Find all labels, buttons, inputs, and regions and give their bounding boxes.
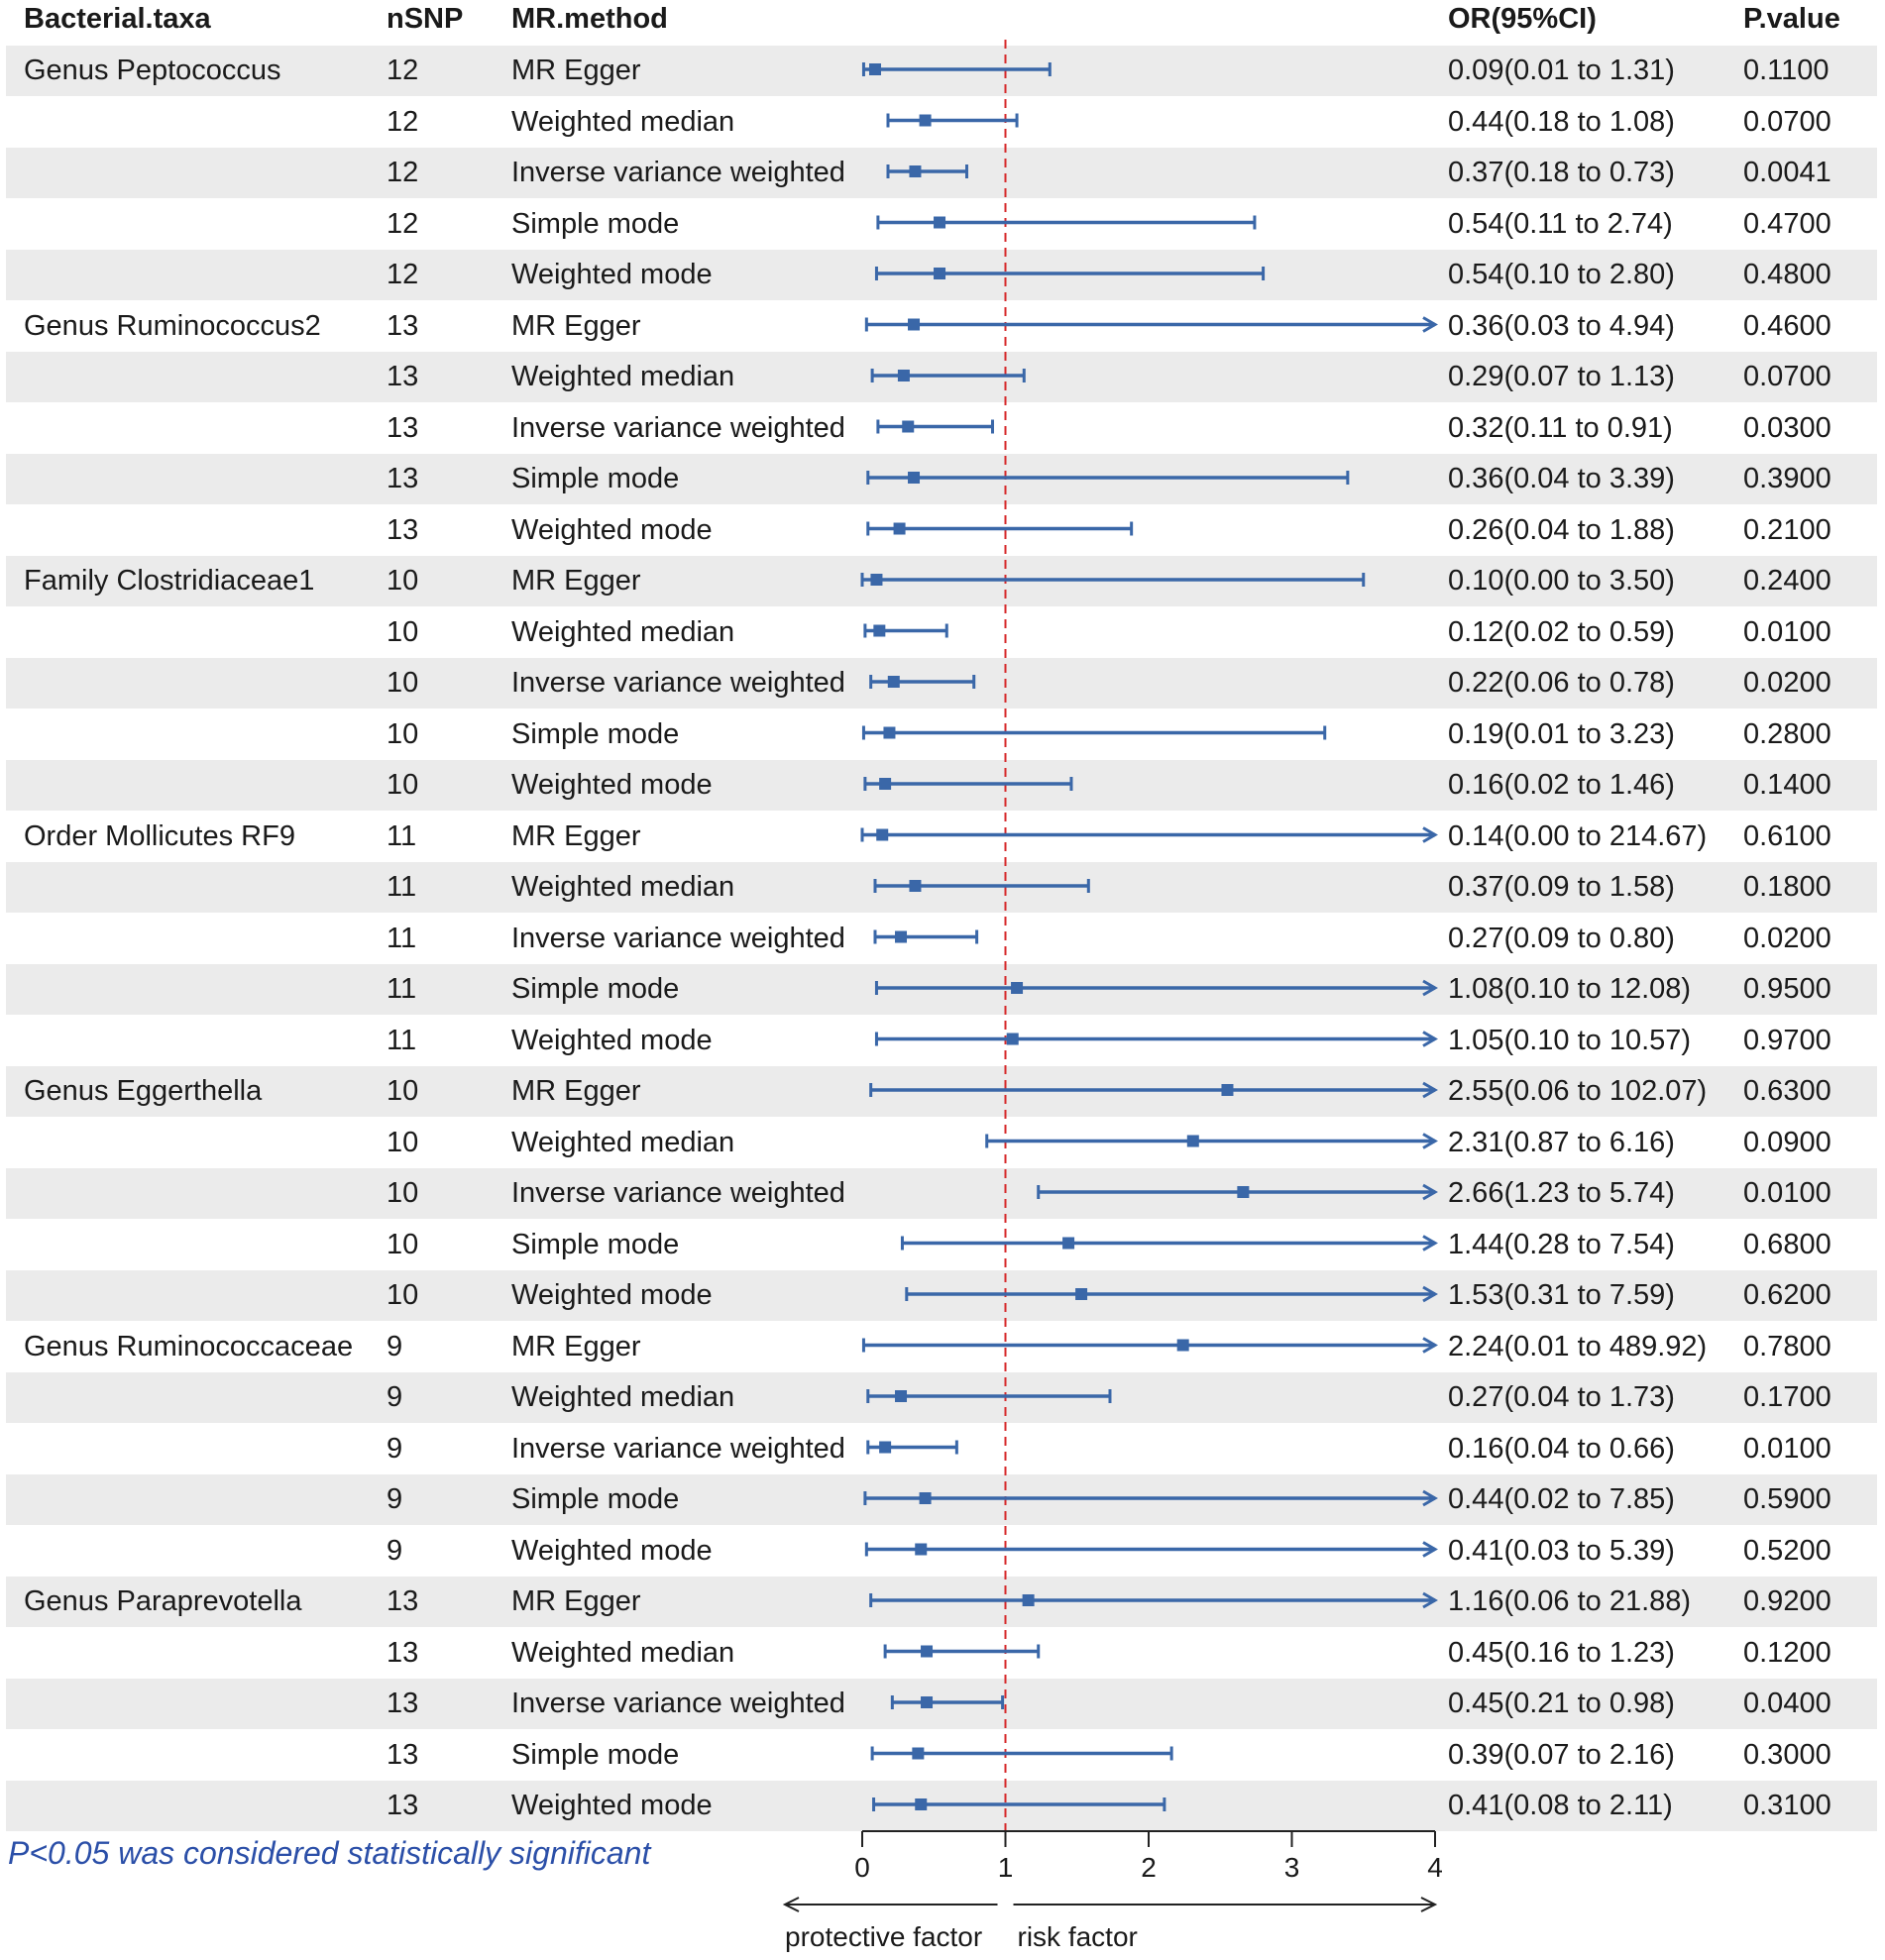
x-tick-label: 4 — [1427, 1852, 1443, 1883]
nsnp-value: 10 — [387, 615, 419, 648]
significance-footnote: P<0.05 was considered statistically significant — [8, 1835, 651, 1871]
point-estimate — [1007, 1034, 1019, 1045]
nsnp-value: 13 — [387, 361, 419, 392]
or-ci-value: 1.53(0.31 to 7.59) — [1448, 1279, 1675, 1311]
method-label: Weighted median — [511, 1381, 735, 1413]
nsnp-value: 12 — [387, 105, 419, 138]
p-value: 0.0041 — [1743, 157, 1831, 188]
or-ci-value: 0.14(0.00 to 214.67) — [1448, 819, 1708, 852]
nsnp-value: 11 — [387, 922, 417, 954]
p-value: 0.9700 — [1743, 1024, 1831, 1056]
point-estimate — [909, 165, 921, 177]
point-estimate — [908, 319, 920, 331]
p-value: 0.9200 — [1743, 1585, 1831, 1617]
nsnp-value: 11 — [387, 973, 417, 1005]
x-tick-label: 0 — [854, 1852, 870, 1883]
or-ci-value: 0.22(0.06 to 0.78) — [1448, 667, 1675, 699]
or-ci-value: 0.36(0.04 to 3.39) — [1448, 463, 1675, 494]
method-label: Inverse variance weighted — [511, 411, 845, 444]
p-value: 0.0200 — [1743, 667, 1831, 699]
nsnp-value: 10 — [387, 717, 419, 750]
method-label: Inverse variance weighted — [511, 1688, 845, 1719]
or-ci-value: 0.36(0.03 to 4.94) — [1448, 309, 1675, 342]
point-estimate — [920, 115, 932, 127]
or-ci-value: 1.16(0.06 to 21.88) — [1448, 1585, 1692, 1617]
point-estimate — [934, 268, 945, 279]
method-label: Simple mode — [511, 207, 680, 240]
p-value: 0.0700 — [1743, 361, 1831, 392]
point-estimate — [895, 1390, 907, 1402]
point-estimate — [1023, 1594, 1035, 1606]
p-value: 0.6100 — [1743, 819, 1831, 852]
p-value: 0.6300 — [1743, 1075, 1831, 1107]
p-value: 0.3900 — [1743, 463, 1831, 494]
nsnp-value: 12 — [387, 157, 419, 188]
p-value: 0.1200 — [1743, 1636, 1831, 1669]
or-ci-value: 1.44(0.28 to 7.54) — [1448, 1228, 1675, 1260]
header-nsnp: nSNP — [387, 3, 464, 35]
p-value: 0.0400 — [1743, 1688, 1831, 1719]
p-value: 0.0100 — [1743, 1177, 1831, 1209]
p-value: 0.0900 — [1743, 1126, 1831, 1158]
p-value: 0.6200 — [1743, 1279, 1831, 1311]
or-ci-value: 0.16(0.02 to 1.46) — [1448, 769, 1675, 801]
method-label: Inverse variance weighted — [511, 922, 845, 954]
point-estimate — [876, 829, 888, 841]
nsnp-value: 11 — [387, 819, 417, 852]
nsnp-value: 12 — [387, 54, 419, 86]
method-label: MR Egger — [511, 565, 641, 597]
point-estimate — [879, 778, 891, 790]
x-tick-label: 2 — [1141, 1852, 1157, 1883]
p-value: 0.4800 — [1743, 259, 1831, 290]
nsnp-value: 10 — [387, 1126, 419, 1158]
point-estimate — [915, 1544, 927, 1556]
nsnp-value: 10 — [387, 1177, 419, 1209]
method-label: MR Egger — [511, 1330, 641, 1362]
point-estimate — [1075, 1288, 1087, 1300]
method-label: Inverse variance weighted — [511, 1432, 845, 1465]
nsnp-value: 9 — [387, 1534, 403, 1567]
method-label: Weighted mode — [511, 1024, 713, 1056]
or-ci-value: 0.54(0.10 to 2.80) — [1448, 259, 1675, 290]
header-taxa: Bacterial.taxa — [24, 3, 211, 35]
point-estimate — [894, 523, 906, 535]
method-label: Weighted mode — [511, 1534, 713, 1567]
p-value: 0.5900 — [1743, 1483, 1831, 1515]
nsnp-value: 9 — [387, 1381, 403, 1413]
nsnp-value: 10 — [387, 565, 419, 597]
risk-factor-label: risk factor — [1017, 1921, 1138, 1952]
point-estimate — [873, 625, 885, 637]
nsnp-value: 10 — [387, 1228, 419, 1260]
point-estimate — [908, 472, 920, 484]
method-label: Weighted mode — [511, 513, 713, 546]
or-ci-value: 0.27(0.09 to 0.80) — [1448, 922, 1675, 954]
x-tick-label: 1 — [997, 1852, 1014, 1883]
nsnp-value: 13 — [387, 1738, 419, 1771]
p-value: 0.0300 — [1743, 411, 1831, 444]
method-label: MR Egger — [511, 1585, 641, 1617]
or-ci-value: 0.12(0.02 to 0.59) — [1448, 615, 1675, 648]
point-estimate — [869, 63, 881, 75]
method-label: Weighted mode — [511, 1790, 713, 1821]
method-label: MR Egger — [511, 819, 641, 852]
nsnp-value: 10 — [387, 667, 419, 699]
p-value: 0.3100 — [1743, 1790, 1831, 1821]
nsnp-value: 11 — [387, 1024, 417, 1056]
point-estimate — [915, 1798, 927, 1810]
protective-factor-label: protective factor — [785, 1921, 983, 1952]
nsnp-value: 13 — [387, 411, 419, 444]
nsnp-value: 9 — [387, 1330, 403, 1362]
or-ci-value: 2.24(0.01 to 489.92) — [1448, 1330, 1708, 1362]
method-label: Inverse variance weighted — [511, 157, 845, 188]
p-value: 0.2400 — [1743, 565, 1831, 597]
p-value: 0.0200 — [1743, 922, 1831, 954]
p-value: 0.9500 — [1743, 973, 1831, 1005]
method-label: Simple mode — [511, 1738, 680, 1771]
header-method: MR.method — [511, 3, 668, 35]
method-label: MR Egger — [511, 1075, 641, 1107]
or-ci-value: 0.37(0.18 to 0.73) — [1448, 157, 1675, 188]
nsnp-value: 13 — [387, 1790, 419, 1821]
point-estimate — [921, 1696, 933, 1708]
p-value: 0.2800 — [1743, 717, 1831, 750]
or-ci-value: 0.37(0.09 to 1.58) — [1448, 871, 1675, 903]
nsnp-value: 9 — [387, 1483, 403, 1515]
p-value: 0.4700 — [1743, 207, 1831, 240]
point-estimate — [898, 370, 910, 381]
or-ci-value: 1.05(0.10 to 10.57) — [1448, 1024, 1692, 1056]
method-label: Inverse variance weighted — [511, 1177, 845, 1209]
method-label: Weighted median — [511, 615, 735, 648]
p-value: 0.1400 — [1743, 769, 1831, 801]
point-estimate — [1237, 1186, 1249, 1198]
point-estimate — [920, 1492, 932, 1504]
point-estimate — [1011, 982, 1023, 994]
or-ci-value: 0.44(0.18 to 1.08) — [1448, 105, 1675, 138]
point-estimate — [934, 217, 945, 229]
taxa-label: Genus Ruminococcus2 — [24, 309, 321, 342]
method-label: Simple mode — [511, 973, 680, 1005]
p-value: 0.1800 — [1743, 871, 1831, 903]
nsnp-value: 12 — [387, 259, 419, 290]
method-label: Inverse variance weighted — [511, 667, 845, 699]
p-value: 0.1700 — [1743, 1381, 1831, 1413]
point-estimate — [1177, 1340, 1189, 1352]
or-ci-value: 0.45(0.21 to 0.98) — [1448, 1688, 1675, 1719]
point-estimate — [883, 727, 895, 739]
p-value: 0.4600 — [1743, 309, 1831, 342]
point-estimate — [879, 1442, 891, 1454]
or-ci-value: 2.31(0.87 to 6.16) — [1448, 1126, 1675, 1158]
p-value: 0.6800 — [1743, 1228, 1831, 1260]
or-ci-value: 0.41(0.03 to 5.39) — [1448, 1534, 1675, 1567]
point-estimate — [909, 880, 921, 892]
method-label: Simple mode — [511, 1228, 680, 1260]
point-estimate — [921, 1646, 933, 1658]
method-label: Simple mode — [511, 717, 680, 750]
point-estimate — [912, 1748, 924, 1760]
nsnp-value: 10 — [387, 769, 419, 801]
taxa-label: Family Clostridiaceae1 — [24, 565, 315, 597]
header-or: OR(95%CI) — [1448, 3, 1597, 35]
nsnp-value: 13 — [387, 1636, 419, 1669]
point-estimate — [902, 421, 914, 433]
or-ci-value: 0.39(0.07 to 2.16) — [1448, 1738, 1675, 1771]
p-value: 0.2100 — [1743, 513, 1831, 546]
method-label: Weighted median — [511, 871, 735, 903]
or-ci-value: 0.10(0.00 to 3.50) — [1448, 565, 1675, 597]
point-estimate — [870, 574, 882, 586]
taxa-label: Genus Ruminococcaceae — [24, 1330, 354, 1362]
method-label: Weighted median — [511, 105, 735, 138]
point-estimate — [1187, 1136, 1199, 1147]
p-value: 0.1100 — [1743, 54, 1830, 86]
x-tick-label: 3 — [1283, 1852, 1300, 1883]
nsnp-value: 13 — [387, 513, 419, 546]
method-label: MR Egger — [511, 54, 641, 86]
method-label: Weighted median — [511, 1126, 735, 1158]
nsnp-value: 13 — [387, 463, 419, 494]
nsnp-value: 9 — [387, 1432, 403, 1465]
taxa-label: Genus Eggerthella — [24, 1075, 263, 1107]
or-ci-value: 0.54(0.11 to 2.74) — [1448, 207, 1673, 240]
header-pvalue: P.value — [1743, 3, 1840, 35]
nsnp-value: 11 — [387, 871, 417, 903]
taxa-label: Genus Paraprevotella — [24, 1585, 302, 1617]
or-ci-value: 0.09(0.01 to 1.31) — [1448, 54, 1675, 86]
taxa-label: Genus Peptococcus — [24, 54, 281, 86]
method-label: Weighted mode — [511, 259, 713, 290]
method-label: Simple mode — [511, 1483, 680, 1515]
p-value: 0.5200 — [1743, 1534, 1831, 1567]
taxa-label: Order Mollicutes RF9 — [24, 819, 295, 852]
nsnp-value: 13 — [387, 309, 419, 342]
p-value: 0.7800 — [1743, 1330, 1831, 1362]
or-ci-value: 0.41(0.08 to 2.11) — [1448, 1790, 1673, 1821]
or-ci-value: 1.08(0.10 to 12.08) — [1448, 973, 1692, 1005]
p-value: 0.3000 — [1743, 1738, 1831, 1771]
method-label: Weighted mode — [511, 769, 713, 801]
nsnp-value: 12 — [387, 207, 419, 240]
p-value: 0.0700 — [1743, 105, 1831, 138]
point-estimate — [888, 676, 900, 688]
or-ci-value: 2.66(1.23 to 5.74) — [1448, 1177, 1675, 1209]
method-label: Weighted median — [511, 361, 735, 392]
or-ci-value: 0.29(0.07 to 1.13) — [1448, 361, 1675, 392]
or-ci-value: 0.44(0.02 to 7.85) — [1448, 1483, 1675, 1515]
nsnp-value: 10 — [387, 1075, 419, 1107]
nsnp-value: 13 — [387, 1585, 419, 1617]
method-label: Weighted median — [511, 1636, 735, 1669]
or-ci-value: 0.45(0.16 to 1.23) — [1448, 1636, 1675, 1669]
or-ci-value: 0.16(0.04 to 0.66) — [1448, 1432, 1675, 1465]
method-label: Simple mode — [511, 463, 680, 494]
or-ci-value: 0.26(0.04 to 1.88) — [1448, 513, 1675, 546]
point-estimate — [1062, 1238, 1074, 1250]
or-ci-value: 2.55(0.06 to 102.07) — [1448, 1075, 1708, 1107]
p-value: 0.0100 — [1743, 1432, 1831, 1465]
method-label: Weighted mode — [511, 1279, 713, 1311]
or-ci-value: 0.27(0.04 to 1.73) — [1448, 1381, 1675, 1413]
p-value: 0.0100 — [1743, 615, 1831, 648]
point-estimate — [1221, 1084, 1233, 1096]
nsnp-value: 13 — [387, 1688, 419, 1719]
nsnp-value: 10 — [387, 1279, 419, 1311]
point-estimate — [895, 931, 907, 943]
method-label: MR Egger — [511, 309, 641, 342]
or-ci-value: 0.19(0.01 to 3.23) — [1448, 717, 1675, 750]
or-ci-value: 0.32(0.11 to 0.91) — [1448, 411, 1673, 444]
